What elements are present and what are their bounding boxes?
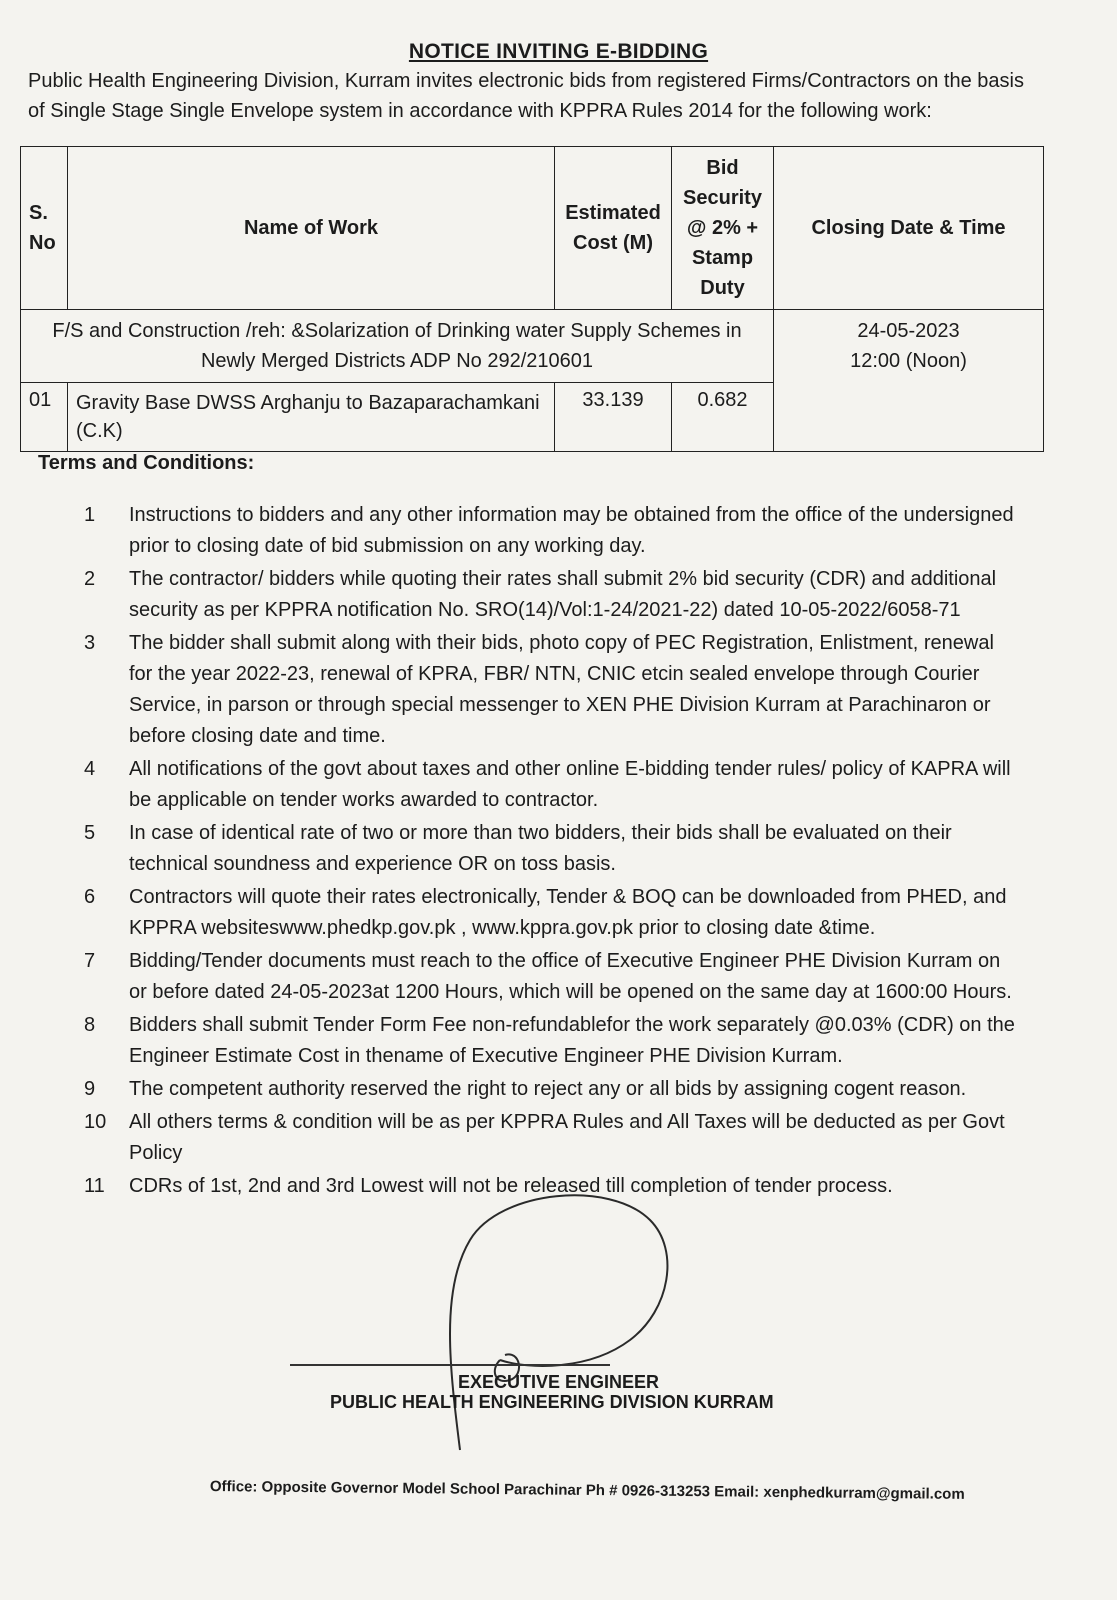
terms-heading: Terms and Conditions: (38, 452, 255, 474)
list-item: 7 Bidding/Tender documents must reach to the office of Executive Engineer PHE Division Kurram on or before dated 24-05-2023at 1200 Hours, which will be opened on the same day at 1600:00 Hours. (84, 950, 1012, 1003)
list-item: 3 The bidder shall submit along with their bids, photo copy of PEC Registration, Enlistment, renewal for the year 2022-23, renewal of KPRA, FBR/ NTN, CNIC etcin sealed envelope through Courier Service, in parson or through special messenger to XEN PHE Division Kurram at Parachinaron or before closing date and time. (84, 632, 994, 747)
row-name-of-work: Gravity Base DWSS Arghanju to Bazaparachamkani (C.K) (68, 383, 555, 452)
signatory-division: PUBLIC HEALTH ENGINEERING DIVISION KURRAM (330, 1392, 774, 1412)
works-table (20, 146, 1044, 452)
signature-mark (430, 1170, 690, 1470)
list-item: 5 In case of identical rate of two or more than two bidders, their bids shall be evaluated on their technical soundness and experience OR on toss basis. (84, 822, 952, 875)
list-item: 2 The contractor/ bidders while quoting their rates shall submit 2% bid security (CDR) and additional security as per KPPRA notification No. SRO(14)/Vol:1-24/2021-22) dated 10-05-2022/6058-71 (84, 568, 997, 621)
list-item: 9 The competent authority reserved the right to reject any or all bids by assigning cogent reason. (84, 1078, 967, 1100)
list-item: 11 CDRs of 1st, 2nd and 3rd Lowest will not be released till completion of tender process. (84, 1175, 893, 1197)
signature-line (290, 1364, 610, 1366)
list-item: 10 All others terms & condition will be as per KPPRA Rules and All Taxes will be deducted as per Govt Policy (84, 1111, 1005, 1164)
terms-list (80, 500, 1020, 1204)
signatory-designation: EXECUTIVE ENGINEER (458, 1372, 660, 1392)
closing-time: 12:00 (Noon) (850, 350, 967, 372)
header-estimated-cost: Estimated Cost (M) (555, 147, 672, 310)
list-item: 4 All notifications of the govt about taxes and other online E-bidding tender rules/ policy of KAPRA will be applicable on tender works awarded to contractor. (84, 758, 1011, 811)
row-sno: 01 (21, 383, 68, 452)
list-item: 1 Instructions to bidders and any other information may be obtained from the office of the undersigned prior to closing date of bid submission on any working day. (84, 504, 1014, 557)
row-bid-security: 0.682 (672, 383, 774, 452)
table-group-row (21, 310, 1044, 383)
notice-title: NOTICE INVITING E-BIDDING (408, 40, 709, 63)
group-title: F/S and Construction /reh: &Solarization of Drinking water Supply Schemes in Newly Merged Districts ADP No 292/210601 (21, 310, 774, 383)
office-footer: Office: Opposite Governor Model School Parachinar Ph # 0926-313253 Email: xenphedkurram@gmail.com (209, 1478, 965, 1503)
closing-date-cell (774, 310, 1044, 452)
row-estimated-cost: 33.139 (555, 383, 672, 452)
notice-intro: Public Health Engineering Division, Kurram invites electronic bids from registered Firms/Contractors on the basis of Single Stage Single Envelope system in accordance with KPPRA Rules 2014 for the following work: (28, 70, 1024, 122)
table-header-row (21, 147, 1044, 310)
list-item: 8 Bidders shall submit Tender Form Fee non-refundablefor the work separately @0.03% (CDR) on the Engineer Estimate Cost in thename of Executive Engineer PHE Division Kurram. (84, 1014, 1015, 1067)
header-bid-security: Bid Security @ 2% + Stamp Duty (672, 147, 774, 310)
header-sno: S. No (21, 147, 68, 310)
header-name-of-work: Name of Work (68, 147, 555, 310)
header-closing-date: Closing Date & Time (774, 147, 1044, 310)
list-item: 6 Contractors will quote their rates electronically, Tender & BOQ can be downloaded from PHED, and KPPRA websiteswww.phedkp.gov.pk , www.kppra.gov.pk prior to closing date &time. (84, 886, 1007, 939)
closing-date: 24-05-2023 (857, 320, 960, 342)
